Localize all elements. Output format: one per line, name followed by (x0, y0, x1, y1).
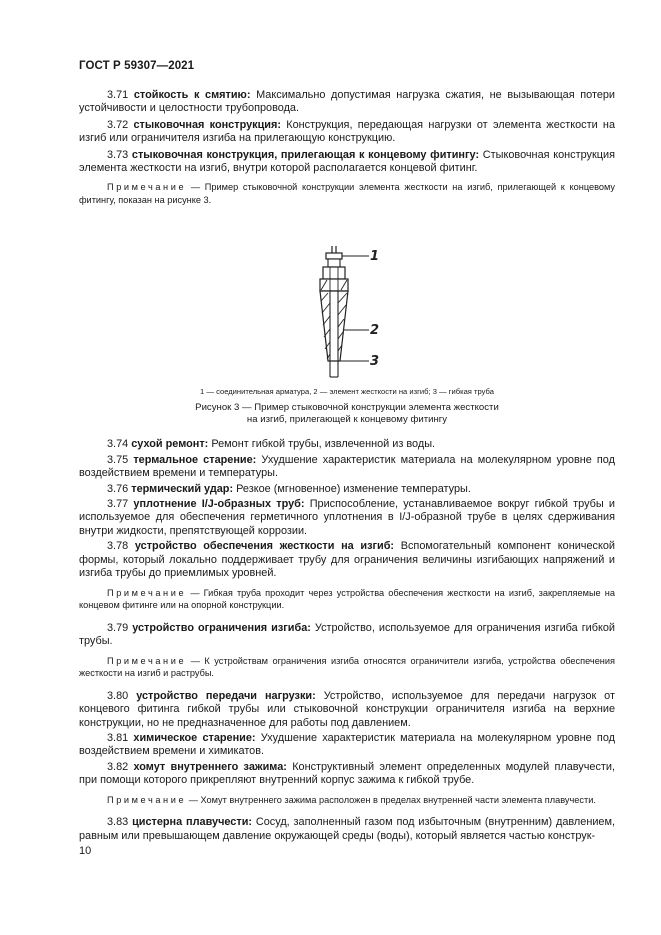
callout-1: 1 (370, 248, 380, 264)
note-bend-stiffener: Примечание — Гибкая труба проходит через устройства обеспечения жесткости на изгиб, закрепляемые на концевом фитинге или на опорной конструкции. (79, 587, 615, 611)
bend-stiffener-drawing (306, 217, 406, 385)
figure-caption: Рисунок 3 — Пример стыковочной конструкции элемента жесткости на изгиб, прилегающей к концевому фитингу (195, 401, 499, 426)
definition-3-74: 3.74 сухой ремонт: Ремонт гибкой трубы, извлеченной из воды. (107, 438, 436, 451)
note-bend-restrictor: Примечание — К устройствам ограничения изгиба относятся ограничители изгиба, устройства обеспечения жесткости на изгиб и раструбы. (79, 655, 615, 679)
figure-legend: 1 — соединительная арматура, 2 — элемент жесткости на изгиб; 3 — гибкая труба (200, 386, 494, 396)
callout-2: 2 (370, 322, 380, 338)
callout-3: 3 (370, 353, 380, 369)
note-figure-reference: Примечание — Пример стыковочной конструкции элемента жесткости на изгиб, прилегающей к концевому фитингу, показан на рисунке 3. (79, 182, 615, 206)
definition-3-79: 3.79 устройство ограничения изгиба: Устройство, используемое для ограничения изгиба гибкой трубы. (79, 621, 616, 648)
definition-3-80: 3.80 устройство передачи нагрузки: Устройство, используемое для передачи нагрузок от концевого фитинга гибкой трубы или стыковочной конструкции ограничителя изгиба на верхние конструкции, но не предназначенное для работы под давлением. (79, 689, 615, 729)
document-header: ГОСТ Р 59307—2021 (79, 60, 195, 72)
note-internal-clamp: Примечание — Хомут внутреннего зажима расположен в пределах внутренней части элемента плавучести. (107, 794, 596, 805)
page-number: 10 (79, 845, 92, 857)
definition-3-73: 3.73 стыковочная конструкция, прилегающая к концевому фитингу: Стыковочная конструкция элемента жесткости на изгиб, внутри которой располагается концевой фитинг. (79, 148, 615, 175)
definition-3-72: 3.72 стыковочная конструкция: Конструкция, передающая нагрузки от элемента жесткости на изгиб или ограничителя изгиба на прилегающую конструкцию. (79, 118, 615, 145)
definition-3-78: 3.78 устройство обеспечения жесткости на изгиб: Вспомогательный компонент конической формы, который локально поддерживает трубу для ограничения величины изгибающих напряжений и изгиба трубы до приемлимых уровней. (79, 540, 615, 580)
figure-3 (79, 217, 615, 385)
definition-3-71: 3.71 стойкость к смятию: Максимально допустимая нагрузка сжатия, не вызывающая потери устойчивости и целостности трубопровода. (79, 89, 616, 115)
document-body (79, 89, 615, 846)
definition-3-75: 3.75 термальное старение: Ухудшение характеристик материала на молекулярном уровне под воздействием времени и температуры. (79, 453, 615, 480)
definition-3-76: 3.76 термический удар: Резкое (мгновенное) изменение температуры. (107, 482, 471, 495)
definition-3-81: 3.81 химическое старение: Ухудшение характеристик материала на молекулярном уровне под воздействием времени и химикатов. (79, 731, 615, 758)
definition-3-83: 3.83 цистерна плавучести: Сосуд, заполненный газом под избыточным (внутренним) давлением, равным или превышающем давление окружающей среды (воды), который является частью конструк- (79, 816, 615, 842)
definition-3-82: 3.82 хомут внутреннего зажима: Конструктивный элемент определенных модулей плавучести, при помощи которого прикрепляют внутренний корпус зажима к гибкой трубе. (79, 760, 616, 787)
definition-3-77: 3.77 уплотнение I/J-образных труб: Приспособление, устанавливаемое вокруг гибкой трубы и используемое для обеспечения герметичного уплотнения в I/J-образной трубе в целях сдерживания внутри жидкости, препятствующей коррозии. (79, 498, 616, 537)
